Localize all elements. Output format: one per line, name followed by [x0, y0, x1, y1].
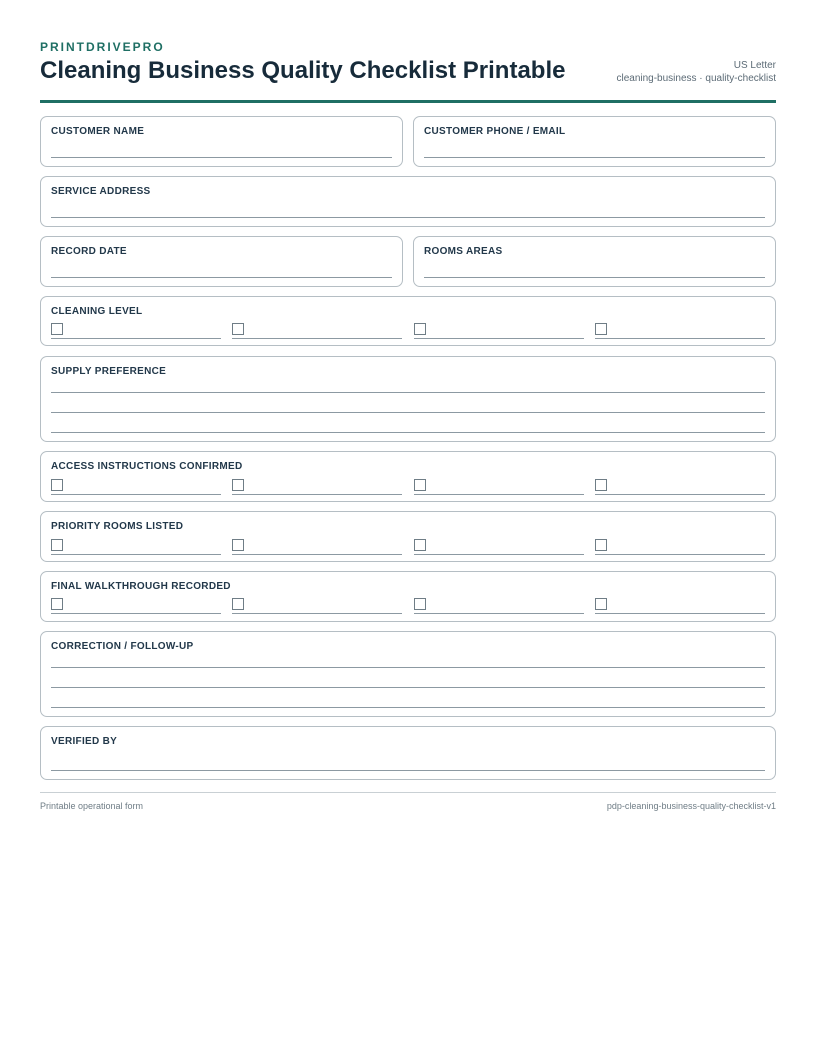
customer-contact-line[interactable] [424, 157, 765, 158]
checkbox-icon[interactable] [414, 323, 426, 335]
access-instructions-option[interactable] [232, 479, 402, 495]
correction-line[interactable] [51, 687, 765, 688]
priority-rooms-option[interactable] [232, 539, 402, 555]
page-header [40, 40, 776, 103]
rooms-areas-line[interactable] [424, 277, 765, 278]
correction-line[interactable] [51, 667, 765, 668]
priority-rooms-option[interactable] [51, 539, 221, 555]
checkbox-icon[interactable] [51, 598, 63, 610]
service-address-field[interactable] [40, 176, 776, 227]
correction-field[interactable] [40, 631, 776, 717]
verified-by-field[interactable] [40, 726, 776, 780]
cleaning-level-option[interactable] [232, 323, 402, 339]
final-walkthrough-field [40, 571, 776, 622]
cleaning-level-option[interactable] [414, 323, 584, 339]
priority-rooms-option[interactable] [414, 539, 584, 555]
supply-preference-line[interactable] [51, 392, 765, 393]
correction-label: CORRECTION / FOLLOW-UP [51, 641, 194, 652]
customer-name-line[interactable] [51, 157, 392, 158]
verified-by-line[interactable] [51, 770, 765, 771]
cleaning-level-option[interactable] [51, 323, 221, 339]
access-instructions-label: ACCESS INSTRUCTIONS CONFIRMED [51, 461, 243, 472]
priority-rooms-field [40, 511, 776, 562]
checkbox-icon[interactable] [595, 539, 607, 551]
checkbox-icon[interactable] [595, 479, 607, 491]
footer-left-text: Printable operational form [40, 801, 144, 811]
footer-form-id: pdp-cleaning-business-quality-checklist-v1 [606, 801, 776, 811]
cleaning-level-field [40, 296, 776, 346]
service-address-label: SERVICE ADDRESS [51, 186, 151, 197]
priority-rooms-label: PRIORITY ROOMS LISTED [51, 521, 184, 532]
final-walkthrough-option[interactable] [595, 598, 765, 614]
record-date-field[interactable] [40, 236, 403, 287]
rooms-areas-field[interactable] [413, 236, 776, 287]
form-tags: cleaning-business · quality-checklist [616, 73, 776, 84]
checkbox-icon[interactable] [51, 323, 63, 335]
final-walkthrough-label: FINAL WALKTHROUGH RECORDED [51, 581, 231, 592]
supply-preference-label: SUPPLY PREFERENCE [51, 366, 167, 377]
verified-by-label: VERIFIED BY [51, 736, 118, 747]
final-walkthrough-option[interactable] [232, 598, 402, 614]
access-instructions-option[interactable] [414, 479, 584, 495]
priority-rooms-option[interactable] [595, 539, 765, 555]
checkbox-icon[interactable] [414, 539, 426, 551]
page-meta [616, 59, 776, 85]
checkbox-icon[interactable] [595, 598, 607, 610]
brand-name: PRINTDRIVEPRO [40, 40, 165, 54]
checkbox-icon[interactable] [232, 598, 244, 610]
supply-preference-field[interactable] [40, 356, 776, 442]
rooms-areas-label: ROOMS AREAS [424, 246, 503, 257]
checkbox-icon[interactable] [232, 479, 244, 491]
access-instructions-field [40, 451, 776, 502]
final-walkthrough-option[interactable] [51, 598, 221, 614]
checkbox-icon[interactable] [414, 479, 426, 491]
cleaning-level-option[interactable] [595, 323, 765, 339]
access-instructions-option[interactable] [51, 479, 221, 495]
page-title: Cleaning Business Quality Checklist Printable [40, 57, 566, 84]
checkbox-icon[interactable] [51, 539, 63, 551]
paper-size: US Letter [733, 60, 776, 71]
checkbox-icon[interactable] [232, 539, 244, 551]
checkbox-icon[interactable] [595, 323, 607, 335]
final-walkthrough-option[interactable] [414, 598, 584, 614]
customer-name-label: CUSTOMER NAME [51, 126, 145, 137]
access-instructions-option[interactable] [595, 479, 765, 495]
checkbox-icon[interactable] [51, 479, 63, 491]
customer-contact-label: CUSTOMER PHONE / EMAIL [424, 126, 566, 137]
correction-line[interactable] [51, 707, 765, 708]
customer-name-field[interactable] [40, 116, 403, 167]
record-date-label: RECORD DATE [51, 246, 127, 257]
checkbox-icon[interactable] [414, 598, 426, 610]
checkbox-icon[interactable] [232, 323, 244, 335]
supply-preference-line[interactable] [51, 432, 765, 433]
supply-preference-line[interactable] [51, 412, 765, 413]
customer-contact-field[interactable] [413, 116, 776, 167]
record-date-line[interactable] [51, 277, 392, 278]
service-address-line[interactable] [51, 217, 765, 218]
footer-divider [40, 792, 776, 793]
cleaning-level-label: CLEANING LEVEL [51, 306, 143, 317]
